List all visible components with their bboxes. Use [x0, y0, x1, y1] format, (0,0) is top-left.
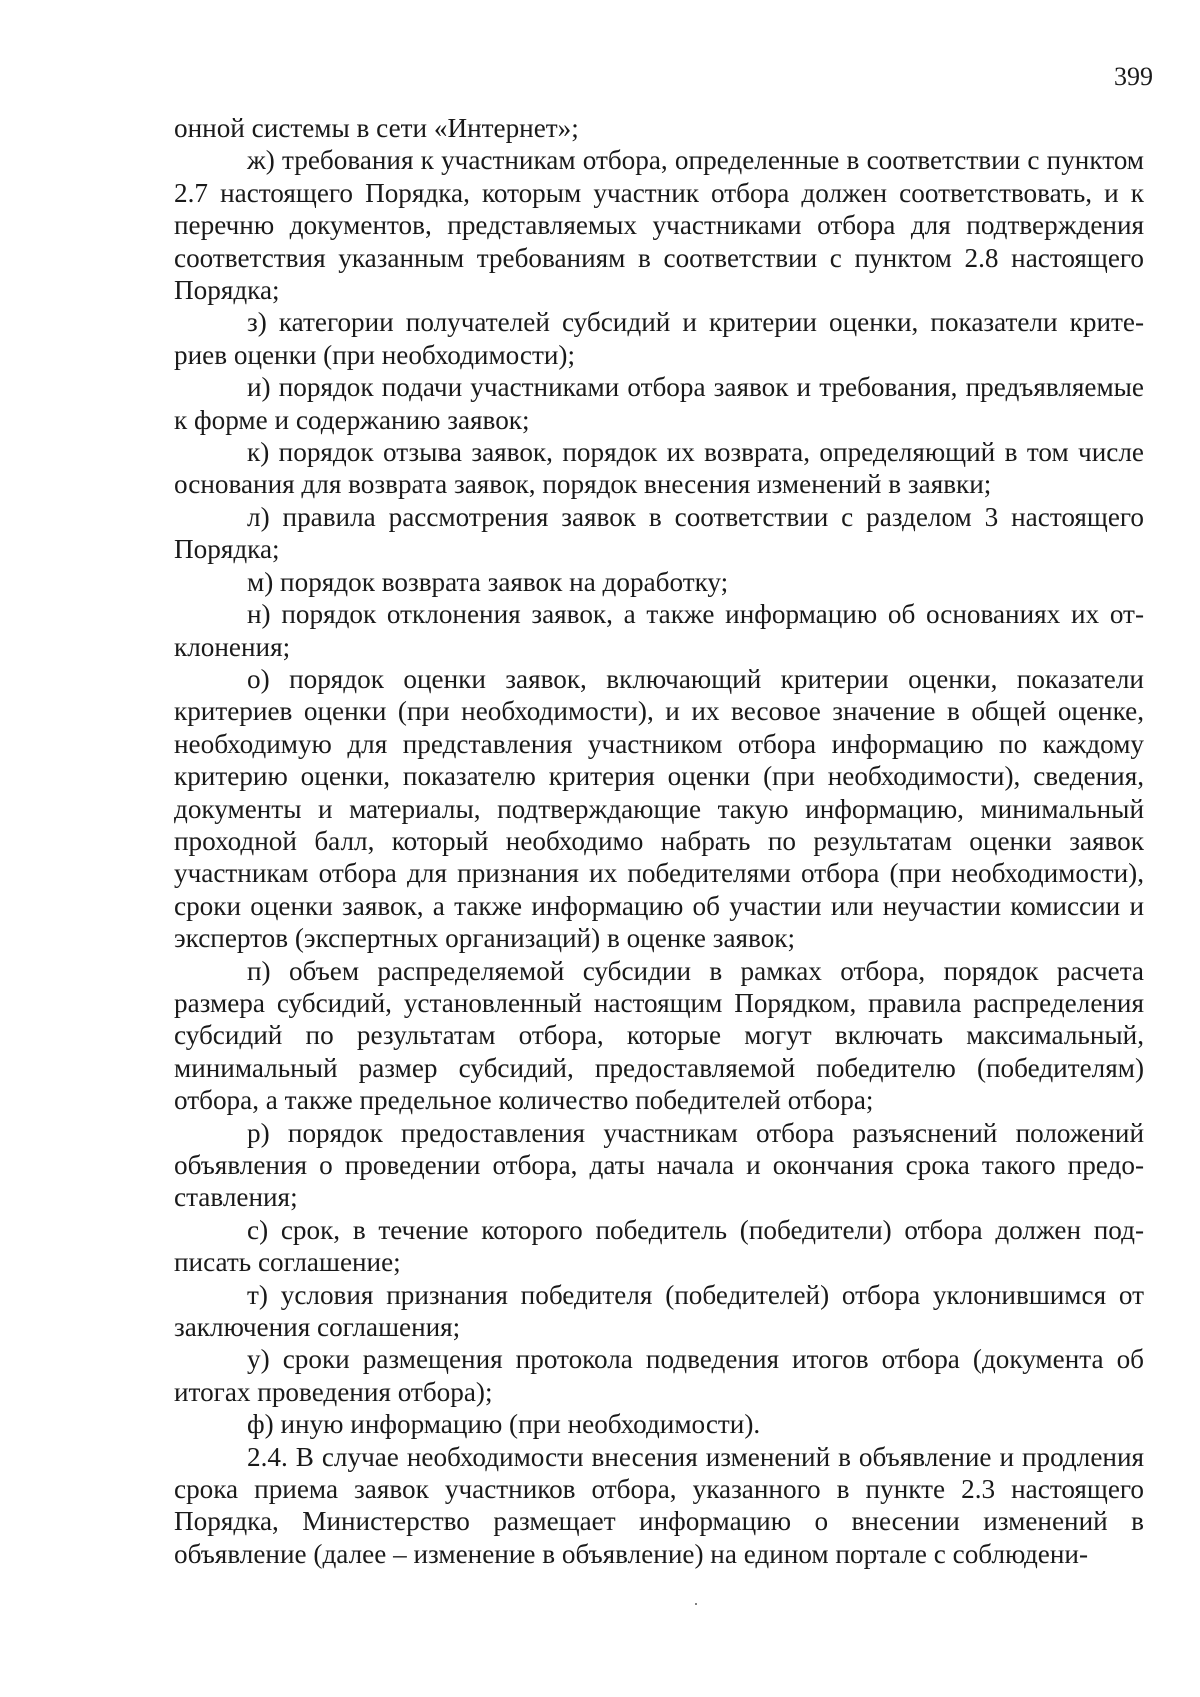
paragraph-item-l: л) правила рассмотрения заявок в соответствии с разделом 3 настоящего Порядка; [174, 501, 1144, 565]
paragraph-item-t: т) условия признания победителя (победителей) отбора уклонившимся от заключения соглашения; [174, 1279, 1144, 1343]
paragraph-item-n: н) порядок отклонения заявок, а также информацию об основаниях их отклонения; [174, 599, 1144, 662]
paragraph-item-z: з) категории получателей субсидий и критерии оценки, показатели критериев оценки (при необходимости); [174, 307, 1144, 370]
paragraph-item-o: о) порядок оценки заявок, включающий критерии оценки, показатели критериев оценки (при необходимости), и их весовое значение в общей оценке, необходимую для представления участником отбора информацию по каждому критерию оценки, показателю критерия оценки (при необходимости), сведения, документы и материалы, подтверждающие такую информацию, минимальный проходной балл, который необходимо набрать по результатам оценки заявок участникам отбора для признания их победителями отбора (при необходимости), сроки оценки заявок, а также информацию об участии или неучастии комиссии и экспертов (экспертных организаций) в оценке заявок; [174, 663, 1144, 954]
paragraph-item-k: к) порядок отзыва заявок, порядок их возврата, определяющий в том числе основания для возврата заявок, порядок внесения изменений в заявки; [174, 437, 1144, 500]
paragraph-item-s: с) срок, в течение которого победитель (победители) отбора должен подписать соглашение; [174, 1214, 1144, 1278]
paragraph-item-zh: ж) требования к участникам отбора, определенные в соответствии с пунктом 2.7 настоящего Порядка, которым участник отбора должен соответствовать, и к перечню документов, представляемых участниками отбора для подтверждения соответствия указанным требованиям в соответствии с пунктом 2.8 настоящего Порядка; [174, 145, 1144, 306]
paragraph-continuation: онной системы в сети «Интернет»; [174, 113, 579, 143]
paragraph-section-2-4: 2.4. В случае необходимости внесения изменений в объявление и продления срока приема заявок участников отбора, указанного в пункте 2.3 настоящего Порядка, Министерство размещает информацию о внесении изменений в объявление (далее – изменение в объявление) на едином портале с соблюдени- [174, 1441, 1144, 1569]
page-number: 399 [1114, 62, 1153, 91]
document-body [174, 112, 1144, 1570]
paragraph-item-f: ф) иную информацию (при необходимости). [247, 1409, 761, 1440]
paragraph-item-m: м) порядок возврата заявок на доработку; [247, 566, 729, 597]
paragraph-item-p: п) объем распределяемой субсидии в рамках отбора, порядок расчета размера субсидий, установленный настоящим Порядком, правила распределения субсидий по результатам отбора, которые могут включать максимальный, минимальный размер субсидий, предоставляемой победителю (победителям) отбора, а также предельное количество победителей отбора; [174, 955, 1144, 1116]
scan-artifact-dot [695, 1603, 697, 1605]
paragraph-item-u: у) сроки размещения протокола подведения итогов отбора (документа об итогах проведения отбора); [174, 1344, 1144, 1407]
paragraph-item-r: р) порядок предоставления участникам отбора разъяснений положений объявления о проведении отбора, даты начала и окончания срока такого предоставления; [174, 1117, 1144, 1213]
paragraph-item-i: и) порядок подачи участниками отбора заявок и требования, предъявляемые к форме и содержанию заявок; [174, 372, 1144, 435]
